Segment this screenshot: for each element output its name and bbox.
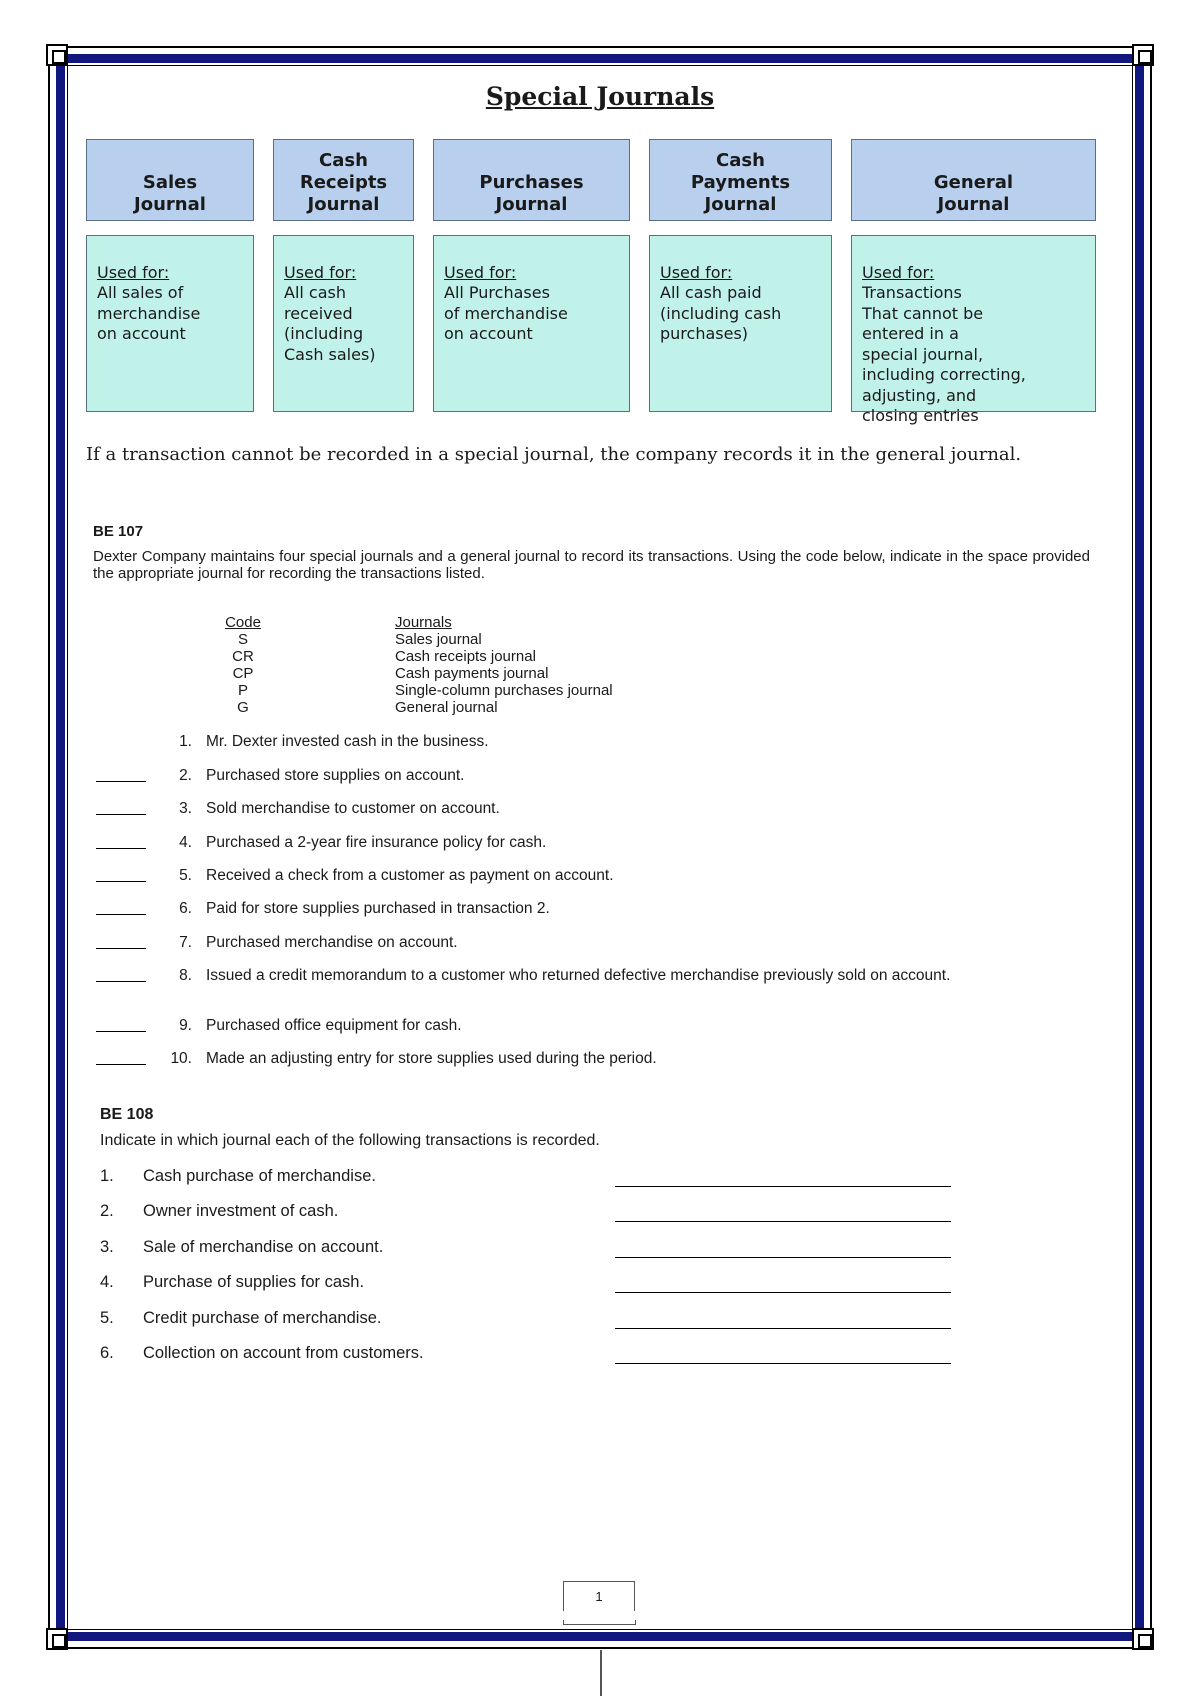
answer-line[interactable] — [615, 1186, 951, 1187]
be107-question — [0, 900, 1100, 920]
page-title: Special Journals — [485, 82, 715, 111]
item-text: Purchase of supplies for cash. — [143, 1273, 365, 1291]
answer-blank[interactable] — [96, 981, 146, 982]
question-number: 2. — [179, 767, 192, 784]
question-text: Purchased store supplies on account. — [206, 767, 465, 784]
used-for-label: Used for: — [97, 262, 170, 282]
answer-line[interactable] — [615, 1328, 951, 1329]
used-for-label: Used for: — [862, 262, 935, 282]
be108-title: BE 108 — [100, 1106, 154, 1123]
journal-header-purchases: Purchases Journal — [433, 139, 630, 221]
corner-ornament-top-right — [1132, 44, 1154, 66]
question-number: 1. — [179, 733, 192, 750]
answer-blank[interactable] — [96, 1031, 146, 1032]
answer-blank[interactable] — [96, 1064, 146, 1065]
item-text: Collection on account from customers. — [143, 1344, 424, 1362]
item-number: 1. — [100, 1167, 114, 1185]
answer-line[interactable] — [615, 1363, 951, 1364]
be107-title: BE 107 — [93, 523, 144, 540]
intro-paragraph: If a transaction cannot be recorded in a special journal, the company records it in the general journal. — [86, 444, 1022, 465]
question-text: Purchased merchandise on account. — [206, 934, 458, 951]
journal-name: Cash receipts journal — [395, 648, 536, 665]
answer-line[interactable] — [615, 1257, 951, 1258]
item-text: Cash purchase of merchandise. — [143, 1167, 376, 1185]
question-text: Paid for store supplies purchased in transaction 2. — [206, 900, 550, 917]
item-number: 3. — [100, 1238, 114, 1256]
used-for-label: Used for: — [660, 262, 733, 282]
be107-question — [0, 834, 1100, 854]
question-number: 10. — [170, 1050, 192, 1067]
be107-question — [0, 1017, 1100, 1037]
journal-description-text: All cash paid (including cash purchases) — [660, 283, 782, 343]
journal-header-general: General Journal — [851, 139, 1096, 221]
code-column-header: Code — [225, 614, 261, 631]
be108-item — [0, 1202, 1000, 1222]
journal-description-purchases — [433, 235, 630, 412]
answer-blank[interactable] — [96, 914, 146, 915]
code-value: CP — [232, 665, 254, 682]
journal-description-general — [851, 235, 1096, 425]
item-number: 2. — [100, 1202, 114, 1220]
question-number: 8. — [179, 967, 192, 984]
question-text: Purchased a 2-year fire insurance policy for cash. — [206, 834, 547, 851]
question-number: 3. — [179, 800, 192, 817]
be107-question — [0, 733, 1100, 753]
be107-question — [0, 1050, 1100, 1070]
journal-description-text: All sales of merchandise on account — [97, 283, 201, 343]
question-number: 9. — [179, 1017, 192, 1034]
used-for-label: Used for: — [284, 262, 357, 282]
journal-name: Cash payments journal — [395, 665, 549, 682]
be108-item — [0, 1167, 1000, 1187]
answer-blank[interactable] — [96, 781, 146, 782]
answer-line[interactable] — [615, 1292, 951, 1293]
journal-description-cash-payments — [649, 235, 832, 412]
journal-description-text: All cash received (including Cash sales) — [284, 283, 376, 364]
be108-item — [0, 1238, 1000, 1258]
corner-ornament-bottom-left — [46, 1628, 68, 1650]
page-number: 1 — [563, 1581, 635, 1611]
answer-line[interactable] — [615, 1221, 951, 1222]
answer-blank[interactable] — [96, 881, 146, 882]
question-text: Issued a credit memorandum to a customer who returned defective merchandise previously sold on account. — [206, 967, 951, 984]
item-text: Owner investment of cash. — [143, 1202, 339, 1220]
answer-blank[interactable] — [96, 814, 146, 815]
be107-question — [0, 800, 1100, 820]
question-text: Sold merchandise to customer on account. — [206, 800, 500, 817]
journal-header-cash-receipts: Cash Receipts Journal — [273, 139, 414, 221]
be107-question — [0, 934, 1100, 954]
question-text: Mr. Dexter invested cash in the business. — [206, 733, 489, 750]
be108-instructions: Indicate in which journal each of the following transactions is recorded. — [100, 1132, 600, 1149]
journal-name: Sales journal — [395, 631, 482, 648]
item-number: 5. — [100, 1309, 114, 1327]
code-value: P — [237, 682, 248, 699]
be107-question — [0, 867, 1100, 887]
be108-item — [0, 1273, 1000, 1293]
item-text: Sale of merchandise on account. — [143, 1238, 384, 1256]
journal-header-sales: Sales Journal — [86, 139, 254, 221]
answer-blank[interactable] — [96, 948, 146, 949]
question-text: Received a check from a customer as payment on account. — [206, 867, 614, 884]
be108-item — [0, 1344, 1000, 1364]
journal-name: General journal — [395, 699, 498, 716]
be107-instructions: Dexter Company maintains four special journals and a general journal to record its transactions. Using the code below, indicate in the space provided the appropriate journal for recording the transactions listed. — [93, 548, 1090, 582]
question-number: 4. — [179, 834, 192, 851]
answer-blank[interactable] — [96, 848, 146, 849]
journal-header-cash-payments: Cash Payments Journal — [649, 139, 832, 221]
page-number-stem — [600, 1650, 602, 1696]
item-number: 4. — [100, 1273, 114, 1291]
code-value: CR — [232, 648, 254, 665]
question-text: Purchased office equipment for cash. — [206, 1017, 462, 1034]
code-value: S — [237, 631, 248, 648]
journals-column-header: Journals — [395, 614, 452, 631]
journal-description-text: All Purchases of merchandise on account — [444, 283, 568, 343]
be107-question — [0, 767, 1100, 787]
be108-item — [0, 1309, 1000, 1329]
journal-name: Single-column purchases journal — [395, 682, 613, 699]
item-number: 6. — [100, 1344, 114, 1362]
question-number: 7. — [179, 934, 192, 951]
question-number: 5. — [179, 867, 192, 884]
corner-ornament-top-left — [46, 44, 68, 66]
journal-description-cash-receipts — [273, 235, 414, 412]
question-number: 6. — [179, 900, 192, 917]
item-text: Credit purchase of merchandise. — [143, 1309, 382, 1327]
code-value: G — [237, 699, 249, 716]
used-for-label: Used for: — [444, 262, 517, 282]
be107-question — [0, 967, 1100, 1005]
journal-description-sales — [86, 235, 254, 412]
journal-description-text: Transactions That cannot be entered in a special journal, including correcting, adjusting, and closing entries — [862, 283, 1026, 425]
corner-ornament-bottom-right — [1132, 1628, 1154, 1650]
question-text: Made an adjusting entry for store supplies used during the period. — [206, 1050, 657, 1067]
